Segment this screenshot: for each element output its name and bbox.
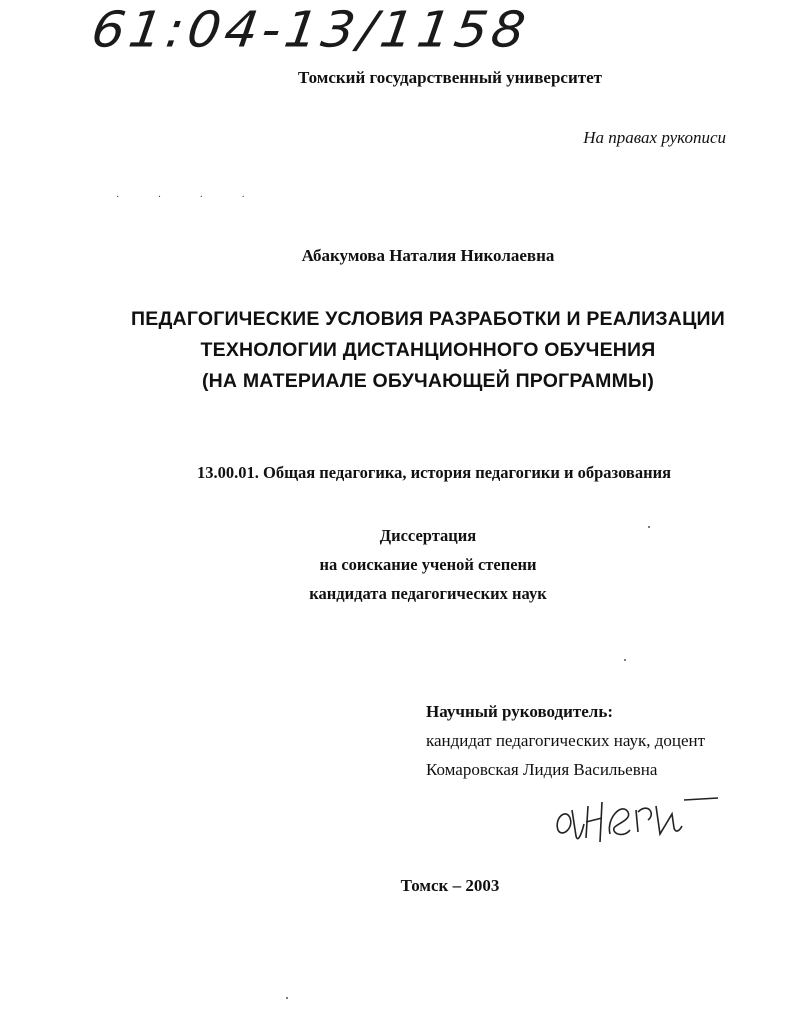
scan-speck [648, 526, 650, 528]
archive-code-handwritten: 61:04-13/1158 [87, 2, 533, 59]
supervisor-name: Комаровская Лидия Васильевна [426, 760, 658, 779]
thesis-title-line: ТЕХНОЛОГИИ ДИСТАНЦИОННОГО ОБУЧЕНИЯ [200, 339, 656, 361]
supervisor-title: кандидат педагогических наук, доцент [426, 731, 706, 750]
thesis-title [30, 304, 796, 397]
scan-dots: · · · · [116, 192, 263, 203]
degree-block [30, 521, 796, 608]
thesis-title-line: ПЕДАГОГИЧЕСКИЕ УСЛОВИЯ РАЗРАБОТКИ И РЕАЛИЗАЦИИ [131, 308, 725, 330]
degree-line: Диссертация [379, 526, 477, 545]
rights-note: На правах рукописи [583, 128, 726, 147]
city-year: Томск – 2003 [400, 876, 500, 895]
supervisor-label: Научный руководитель: [426, 702, 613, 721]
specialty-code: 13.00.01. Общая педагогика, история педагогики и образования [196, 463, 672, 482]
degree-line: кандидата педагогических наук [309, 584, 547, 603]
supervisor-block [426, 697, 705, 784]
scan-speck [624, 659, 626, 661]
author-name: Абакумова Наталия Николаевна [301, 246, 555, 265]
degree-line: на соискание ученой степени [319, 555, 537, 574]
scan-speck [286, 997, 288, 999]
signature-icon [552, 788, 722, 858]
university-name: Томский государственный университет [298, 68, 602, 87]
thesis-title-line: (НА МАТЕРИАЛЕ ОБУЧАЮЩЕЙ ПРОГРАММЫ) [201, 370, 655, 392]
